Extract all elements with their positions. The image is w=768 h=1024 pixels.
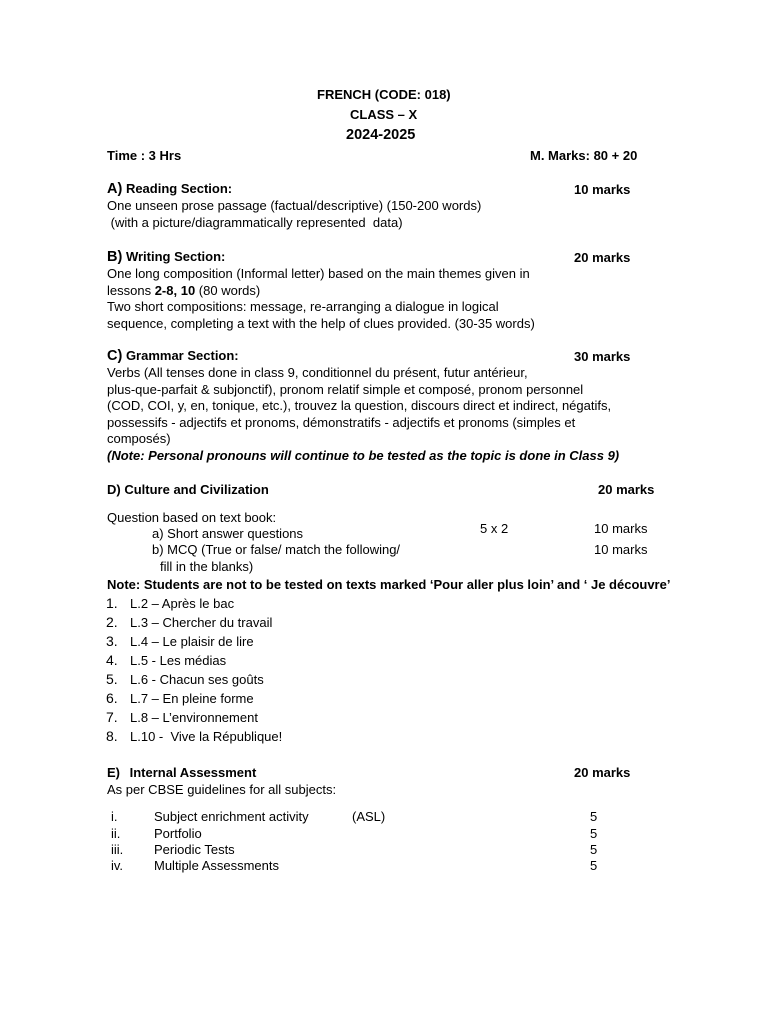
- lesson-item: L.2 – Après le bac: [130, 596, 235, 611]
- section-e-marks: 20 marks: [574, 765, 631, 780]
- section-c-note: (Note: Personal pronouns will continue to be tested as the topic is done in Class 9): [107, 448, 620, 463]
- lesson-number: 7.: [106, 709, 118, 725]
- max-marks-label: M. Marks: 80 + 20: [530, 148, 638, 163]
- section-c-line-1: Verbs (All tenses done in class 9, conditionnel du présent, futur antérieur,: [107, 365, 528, 380]
- section-d-note: Note: Students are not to be tested on texts marked ‘Pour aller plus loin’ and ‘ Je découvre’: [107, 577, 671, 592]
- section-b-marks: 20 marks: [574, 250, 631, 265]
- assessment-label: Multiple Assessments: [154, 858, 279, 873]
- section-b-heading: [107, 249, 225, 265]
- section-b-line-2-pre: lessons: [107, 283, 155, 298]
- assessment-number: iii.: [111, 842, 124, 857]
- section-d-intro: Question based on text book:: [107, 510, 277, 525]
- lesson-number: 1.: [106, 595, 118, 611]
- section-c-line-5: composés): [107, 431, 171, 446]
- assessment-marks: 5: [590, 809, 598, 824]
- section-d-item-b-line-2: fill in the blanks): [160, 559, 254, 574]
- section-a-letter: A): [107, 181, 123, 197]
- section-d-item-a: a) Short answer questions: [152, 526, 304, 541]
- assessment-label: Periodic Tests: [154, 842, 235, 857]
- section-c-line-3: (COD, COI, y, en, tonique, etc.), trouvez la question, discours direct et indirect, négatifs,: [107, 398, 612, 413]
- section-e-title: Internal Assessment: [129, 765, 257, 780]
- section-e-letter: E): [107, 765, 120, 780]
- class-label: CLASS – X: [350, 107, 418, 122]
- assessment-number: ii.: [111, 826, 121, 841]
- section-d-item-b-line-1: b) MCQ (True or false/ match the following/: [152, 542, 401, 557]
- section-d-title: D) Culture and Civilization: [107, 482, 269, 497]
- section-c-title: Grammar Section:: [125, 348, 239, 363]
- lesson-item: L.8 – L’environnement: [130, 710, 258, 725]
- section-a-line-2: (with a picture/diagrammatically represented data): [107, 215, 403, 230]
- section-b-line-3: Two short compositions: message, re-arranging a dialogue in logical: [107, 299, 499, 314]
- lesson-number: 4.: [106, 652, 118, 668]
- assessment-number: i.: [111, 809, 118, 824]
- assessment-marks: 5: [590, 858, 598, 873]
- section-a-title: Reading Section:: [125, 181, 233, 196]
- section-b-line-1: One long composition (Informal letter) based on the main themes given in: [107, 266, 530, 281]
- time-label: Time : 3 Hrs: [107, 148, 182, 163]
- section-e-intro: As per CBSE guidelines for all subjects:: [107, 782, 337, 797]
- assessment-label: Subject enrichment activity: [154, 809, 309, 824]
- section-b-line-2-post: (80 words): [195, 283, 261, 298]
- section-d-marks: 20 marks: [598, 482, 655, 497]
- assessment-extra: (ASL): [352, 809, 386, 824]
- section-d-item-b-marks: 10 marks: [594, 542, 648, 557]
- section-c-line-2: plus-que-parfait & subjonctif), pronom relatif simple et composé, pronom personnel: [107, 382, 584, 397]
- section-c-line-4: possessifs - adjectifs et pronoms, démonstratifs - adjectifs et pronoms (simples et: [107, 415, 576, 430]
- section-d-item-a-calc: 5 x 2: [480, 521, 509, 536]
- section-a-marks: 10 marks: [574, 182, 631, 197]
- section-b-lessons-range: 2-8, 10: [154, 283, 196, 298]
- assessment-number: iv.: [111, 858, 124, 873]
- section-b-line-4: sequence, completing a text with the help of clues provided. (30-35 words): [107, 316, 535, 331]
- lesson-item: L.7 – En pleine forme: [130, 691, 254, 706]
- section-c-marks: 30 marks: [574, 349, 631, 364]
- section-c-heading: [107, 348, 239, 364]
- lesson-item: L.5 - Les médias: [130, 653, 227, 668]
- lesson-number: 5.: [106, 671, 118, 687]
- section-d-item-a-marks: 10 marks: [594, 521, 648, 536]
- assessment-label: Portfolio: [154, 826, 202, 841]
- lesson-number: 6.: [106, 690, 118, 706]
- lesson-number: 8.: [106, 728, 118, 744]
- document-title: FRENCH (CODE: 018): [317, 87, 451, 102]
- section-c-letter: C): [107, 348, 123, 364]
- academic-year: 2024-2025: [346, 127, 416, 143]
- section-e-heading: [107, 765, 256, 781]
- lesson-item: L.4 – Le plaisir de lire: [130, 634, 254, 649]
- lesson-number: 3.: [106, 633, 118, 649]
- section-a-line-1: One unseen prose passage (factual/descriptive) (150-200 words): [107, 198, 482, 213]
- section-b-title: Writing Section:: [125, 249, 226, 264]
- lesson-item: L.6 - Chacun ses goûts: [130, 672, 264, 687]
- section-b-letter: B): [107, 249, 123, 265]
- assessment-marks: 5: [590, 826, 598, 841]
- lesson-number: 2.: [106, 614, 118, 630]
- lesson-item: L.10 - Vive la République!: [130, 729, 283, 744]
- section-a-heading: [107, 181, 232, 197]
- section-b-line-2: [107, 283, 260, 299]
- assessment-marks: 5: [590, 842, 598, 857]
- lesson-item: L.3 – Chercher du travail: [130, 615, 273, 630]
